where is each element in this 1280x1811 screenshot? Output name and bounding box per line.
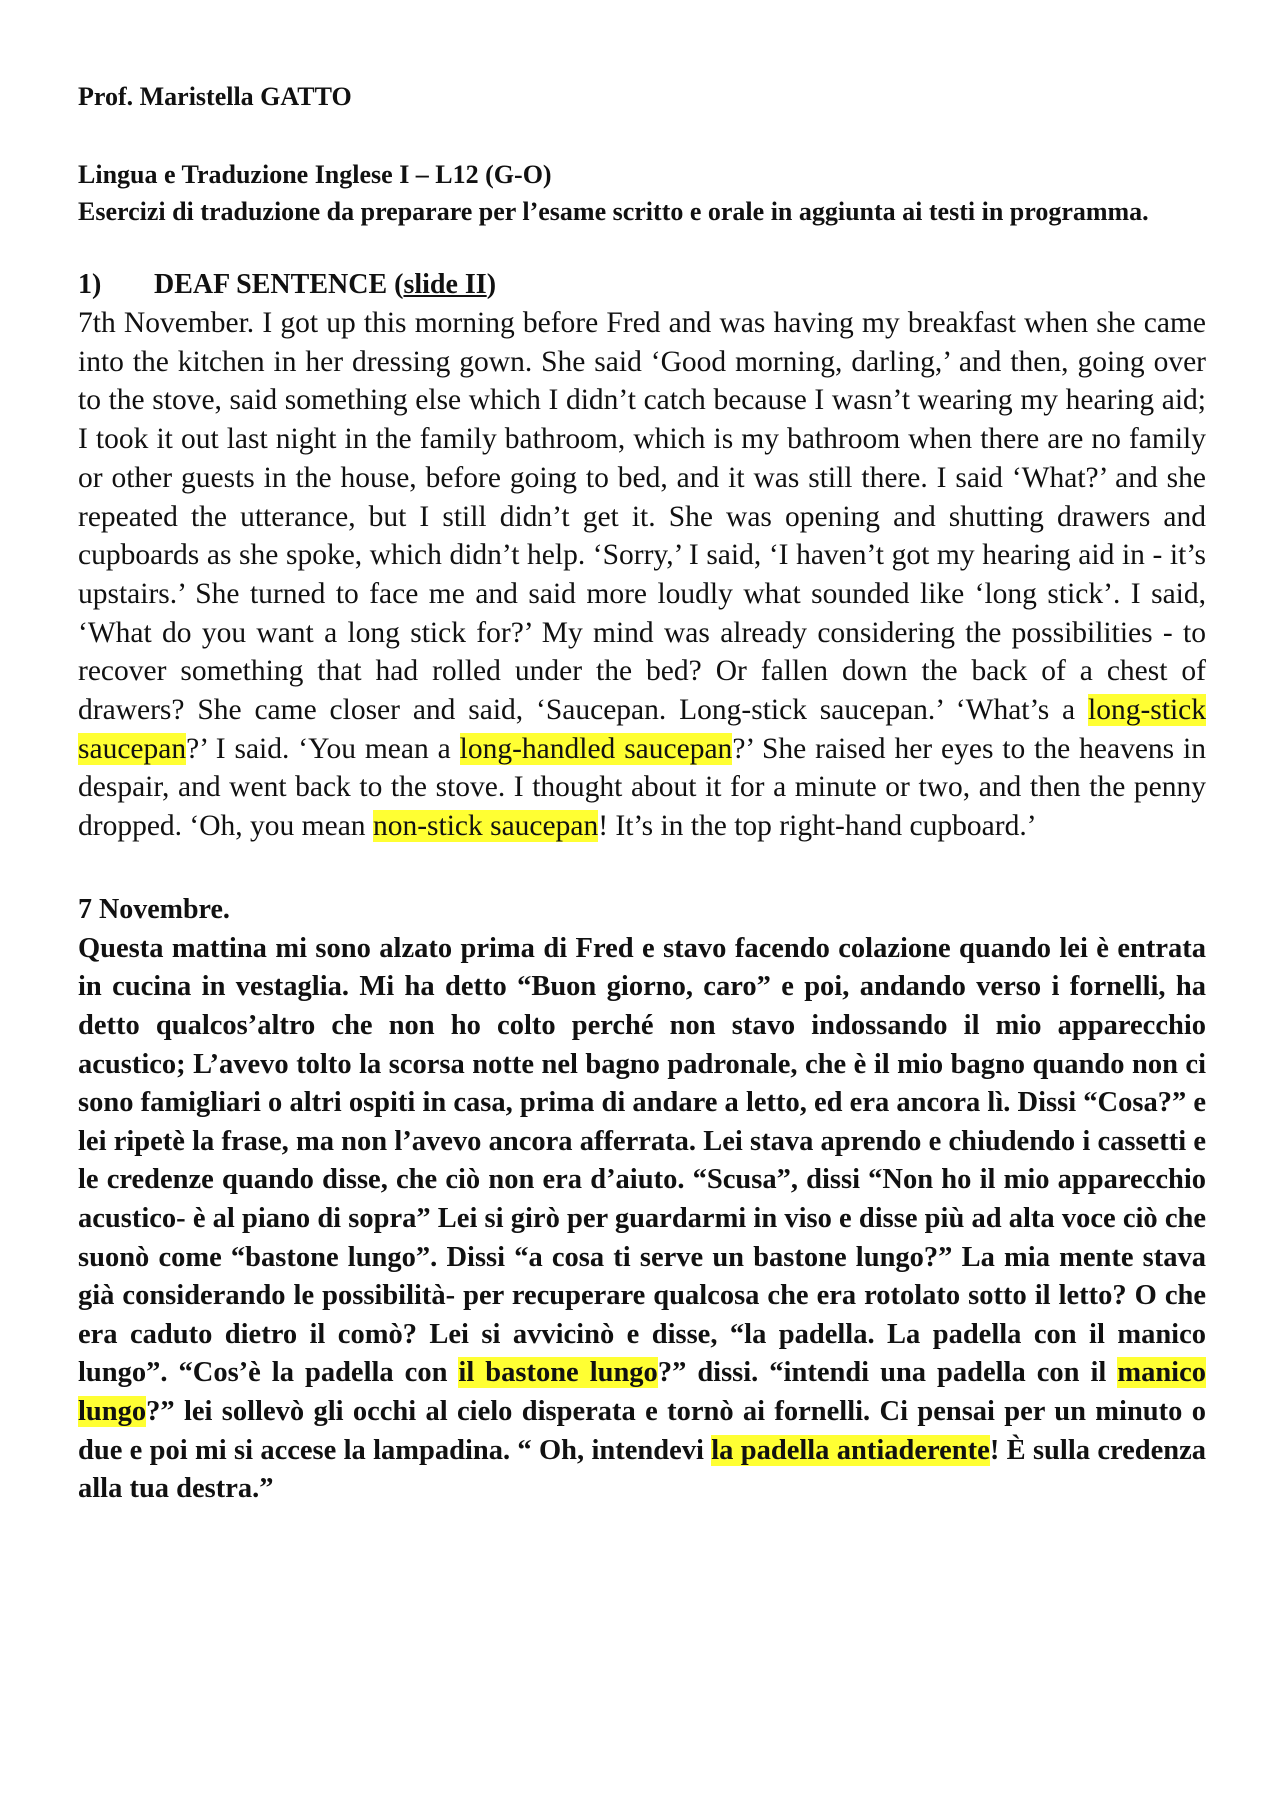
english-highlight-long-stick-saucepan: long-stick saucepan (78, 694, 1206, 765)
italian-date-heading: 7 Novembre. (78, 893, 230, 925)
english-highlight-long-handled-saucepan: long-handled saucepan (459, 732, 733, 765)
slide-reference: slide II (403, 269, 487, 300)
italian-highlight-il-bastone-lungo: il bastone lungo (458, 1357, 658, 1389)
exercise-title: DEAF SENTENCE ( (154, 269, 404, 300)
italian-text-part-3: ?” lei sollevò gli occhi al cielo disperata e tornò ai fornelli. Ci pensai per un minuto o due e poi mi si accese la lampadina. “ Oh, intendevi (78, 1395, 1206, 1466)
italian-text-part-1: Questa mattina mi sono alzato prima di Fred e stavo facendo colazione quando lei è entrata in cucina in vestaglia. Mi ha detto “Buon giorno, caro” e poi, andando verso i fornelli, ha detto qualcos’altro che non ho colto perché non stavo indossando il mio apparecchio acustico; L’avevo tolto la scorsa notte nel bagno padronale, che è il mio bagno quando non ci sono famigliari o altri ospiti in casa, prima di andare a letto, ed era ancora lì. Dissi “Cosa?” e lei ripetè la frase, ma non l’avevo ancora afferrata. Lei stava aprendo e chiudendo i cassetti e le credenze quando disse, che ciò non era d’aiuto. “Scusa”, dissi “Non ho il mio apparecchio acustico- è al piano di sopra” Lei si girò per guardarmi in viso e disse più ad alta voce ciò che suonò come “bastone lungo”. Dissi “a cosa ti serve un bastone lungo?” La mia mente stava già considerando le possibilità- per recuperare qualcosa che era rotolato sotto il letto? O che era caduto dietro il comò? Lei si avvicinò e disse, “la padella. La padella con il manico lungo”. “Cos’è la padella con (78, 932, 1206, 1389)
english-text-part-4: ! It’s in the top right-hand cupboard.’ (598, 810, 1037, 843)
english-text-part-1: 7th November. I got up this morning before Fred and was having my breakfast when she came into the kitchen in her dressing gown. She said ‘Good morning, darling,’ and then, going over to the stove, said something else which I didn’t catch because I wasn’t wearing my hearing aid; I took it out last night in the family bathroom, which is my bathroom when there are no family or other guests in the house, before going to bed, and it was still there. I said ‘What?’ and she repeated the utterance, but I still didn’t get it. She was opening and shutting drawers and cupboards as she spoke, which didn’t help. ‘Sorry,’ I said, ‘I haven’t got my hearing aid in - it’s upstairs.’ She turned to face me and said more loudly what sounded like ‘long stick’. I said, ‘What do you want a long stick for?’ My mind was already considering the possibilities - to recover something that had rolled under the bed? Or fallen down the back of a chest of drawers? She came closer and said, ‘Saucepan. Long-stick saucepan.’ ‘What’s a (78, 307, 1206, 727)
english-source-text (78, 304, 1206, 846)
english-text-part-2: ?’ I said. ‘You mean a (186, 732, 460, 765)
italian-text-part-2: ?” dissi. “intendi una padella con il (657, 1357, 1118, 1389)
italian-text-part-4: ! È sulla credenza alla tua destra.” (78, 1434, 1207, 1505)
exercise-number: 1) (78, 269, 102, 300)
course-title: Lingua e Traduzione Inglese I – L12 (G-O) (78, 160, 552, 189)
exercise-instructions: Esercizi di traduzione da preparare per l’esame scritto e orale in aggiunta ai testi in programma. (78, 197, 1149, 226)
italian-translation-text (78, 930, 1206, 1509)
exercise-heading (78, 266, 1206, 304)
author-name: Prof. Maristella GATTO (78, 82, 352, 111)
exercise-title-end: ) (486, 269, 497, 300)
document-page (78, 70, 1206, 1509)
italian-highlight-padella-antiaderente: la padella antiaderente (711, 1434, 990, 1466)
italian-highlight-manico-lungo: manico lungo (78, 1357, 1206, 1427)
english-text-part-3: ?’ She raised her eyes to the heavens in despair, and went back to the stove. I thought about it for a minute or two, and then the penny dropped. ‘Oh, you mean (78, 732, 1206, 843)
english-highlight-non-stick-saucepan: non-stick saucepan (372, 810, 599, 843)
